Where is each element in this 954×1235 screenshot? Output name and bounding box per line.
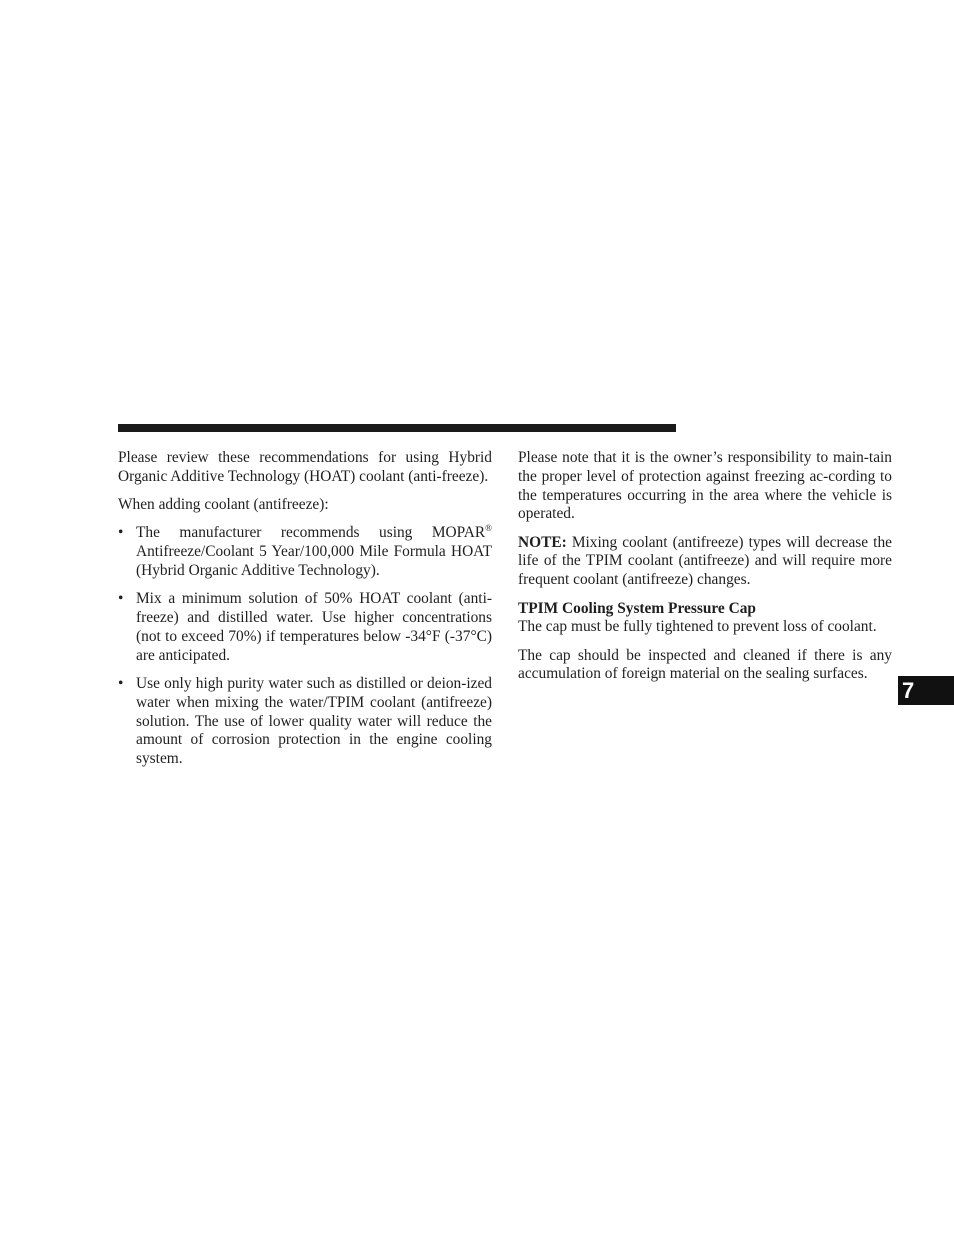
list-item-text: Use only high purity water such as distilled or deion-ized water when mixing the water/TPIM coolant (antifreeze) solution. The use of lower quality water will reduce the amount of corrosion protection in the engine cooling system. xyxy=(136,674,492,768)
bullet-icon: • xyxy=(118,524,124,542)
section-divider-rule xyxy=(118,424,676,432)
note-paragraph xyxy=(518,534,892,590)
left-column xyxy=(118,449,492,778)
list-item-text: Mix a minimum solution of 50% HOAT coolant (anti-freeze) and distilled water. Use higher concentrations (not to exceed 70%) if temperatures below -34°F (-37°C) are anticipated. xyxy=(136,590,492,664)
section-tab: 7 xyxy=(898,676,954,705)
responsibility-paragraph: Please note that it is the owner’s responsibility to main-tain the proper level of protection against freezing ac-cording to the temperatures occurring in the area where the vehicle is operated. xyxy=(518,449,892,523)
registered-mark: ® xyxy=(485,523,492,534)
intro-paragraph: Please review these recommendations for using Hybrid Organic Additive Technology (HOAT) coolant (anti-freeze). xyxy=(118,449,492,485)
list-item-text: The manufacturer recommends using MOPAR xyxy=(136,524,486,542)
when-adding-paragraph: When adding coolant (antifreeze): xyxy=(118,496,329,514)
recommendation-list xyxy=(118,524,492,769)
bullet-icon: • xyxy=(118,674,124,692)
list-item xyxy=(118,675,492,769)
note-text: Mixing coolant (antifreeze) types will decrease the life of the TPIM coolant (antifreeze) and will require more frequent coolant (antifreeze) changes. xyxy=(518,533,892,589)
list-item xyxy=(118,524,492,580)
right-column xyxy=(518,449,892,694)
list-item-text: Antifreeze/Coolant 5 Year/100,000 Mile Formula HOAT (Hybrid Organic Additive Technology). xyxy=(136,543,492,579)
cap-inspected-paragraph: The cap should be inspected and cleaned if there is any accumulation of foreign material on the sealing surfaces. xyxy=(518,646,892,683)
note-label: NOTE: xyxy=(518,533,567,551)
pressure-cap-heading: TPIM Cooling System Pressure Cap xyxy=(518,599,756,617)
list-item xyxy=(118,590,492,665)
cap-tightened-paragraph: The cap must be fully tightened to prevent loss of coolant. xyxy=(518,618,877,636)
bullet-icon: • xyxy=(118,590,124,608)
